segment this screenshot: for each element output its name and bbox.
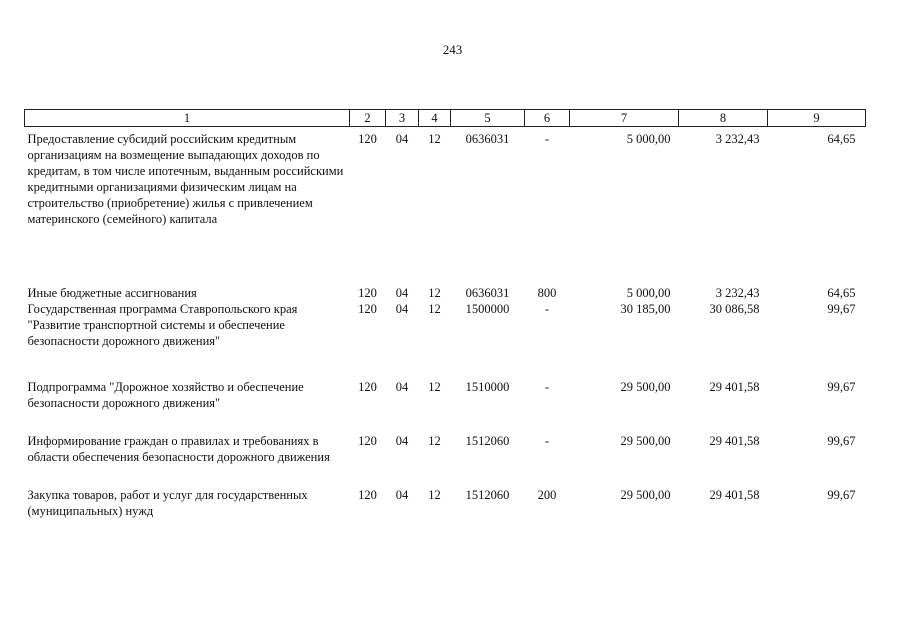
- cell-percent: 99,67: [827, 487, 856, 502]
- row-name: Информирование граждан о правилах и требованиях в области обеспечения безопасности дорожного движения: [27, 433, 330, 464]
- cell-planned: 29 500,00: [620, 433, 671, 448]
- cell-planned: 5 000,00: [626, 132, 671, 146]
- cell-section: 04: [395, 301, 409, 316]
- cell-code: 120: [358, 301, 377, 316]
- column-number-header: 5: [451, 110, 525, 127]
- cell-code: 120: [358, 379, 377, 394]
- cell-percent: 99,67: [827, 301, 856, 316]
- cell-code: 120: [358, 487, 377, 502]
- cell-target-article: 0636031: [465, 132, 510, 146]
- cell-percent: 64,65: [827, 285, 856, 300]
- cell-percent: 99,67: [827, 379, 856, 394]
- cell-section: 04: [395, 433, 409, 448]
- budget-table: [24, 109, 866, 523]
- table-row: [25, 433, 866, 487]
- cell-target-article: 1510000: [465, 379, 510, 394]
- cell-target-article: 0636031: [465, 285, 510, 300]
- table-row: [25, 301, 866, 379]
- table-row: [25, 379, 866, 433]
- column-number-header: 2: [350, 110, 386, 127]
- cell-planned: 29 500,00: [620, 487, 671, 502]
- cell-target-article: 1512060: [465, 487, 510, 502]
- column-number-header: 6: [525, 110, 570, 127]
- cell-planned: 29 500,00: [620, 379, 671, 394]
- cell-expense-type: 200: [537, 487, 557, 502]
- cell-executed: 3 232,43: [715, 285, 760, 300]
- cell-planned: 5 000,00: [626, 285, 671, 300]
- column-number-header: 1: [25, 110, 350, 127]
- cell-expense-type: -: [544, 132, 550, 146]
- column-number-header: 8: [679, 110, 768, 127]
- cell-percent: 99,67: [827, 433, 856, 448]
- cell-expense-type: -: [544, 433, 550, 448]
- cell-subsection: 12: [428, 433, 441, 448]
- column-number-header: 4: [419, 110, 451, 127]
- cell-executed: 29 401,58: [709, 379, 760, 394]
- cell-target-article: 1500000: [465, 301, 510, 316]
- page-number: 243: [442, 42, 463, 57]
- cell-section: 04: [395, 487, 409, 502]
- column-number-header: 9: [768, 110, 866, 127]
- table-row: [25, 285, 866, 301]
- cell-subsection: 12: [428, 301, 441, 316]
- cell-section: 04: [395, 379, 409, 394]
- column-number-header: 7: [570, 110, 679, 127]
- cell-expense-type: -: [544, 301, 550, 316]
- cell-executed: 30 086,58: [709, 301, 760, 316]
- row-name: Подпрограмма "Дорожное хозяйство и обеспечение безопасности дорожного движения": [27, 379, 304, 410]
- cell-code: 120: [358, 285, 377, 300]
- cell-section: 04: [395, 285, 409, 300]
- cell-executed: 29 401,58: [709, 433, 760, 448]
- row-name: Закупка товаров, работ и услуг для государственных (муниципальных) нужд: [27, 487, 308, 518]
- cell-code: 120: [358, 132, 377, 146]
- cell-planned: 30 185,00: [620, 301, 671, 316]
- cell-code: 120: [358, 433, 377, 448]
- cell-expense-type: 800: [537, 285, 557, 300]
- cell-percent: 64,65: [827, 132, 856, 146]
- column-number-header: 3: [386, 110, 419, 127]
- table-row: [25, 487, 866, 523]
- column-number-header-row: [25, 110, 866, 127]
- table-row: [25, 127, 866, 285]
- cell-executed: 29 401,58: [709, 487, 760, 502]
- cell-subsection: 12: [428, 487, 441, 502]
- cell-expense-type: -: [544, 379, 550, 394]
- cell-target-article: 1512060: [465, 433, 510, 448]
- row-name: Иные бюджетные ассигнования: [27, 285, 197, 300]
- row-name: Государственная программа Ставропольского края "Развитие транспортной системы и обеспечение безопасности дорожного движения": [27, 301, 298, 348]
- cell-subsection: 12: [428, 285, 441, 300]
- cell-executed: 3 232,43: [715, 132, 760, 146]
- cell-subsection: 12: [428, 379, 441, 394]
- cell-section: 04: [395, 132, 409, 146]
- row-name: Предоставление субсидий российским кредитным организациям на возмещение выпадающих доходов по кредитам, в том числе ипотечным, выданным российскими кредитными организациями физическим лицам на строительство (приобретение) жилья с привлечением материнского (семейного) капитала: [27, 132, 344, 226]
- cell-subsection: 12: [428, 132, 441, 146]
